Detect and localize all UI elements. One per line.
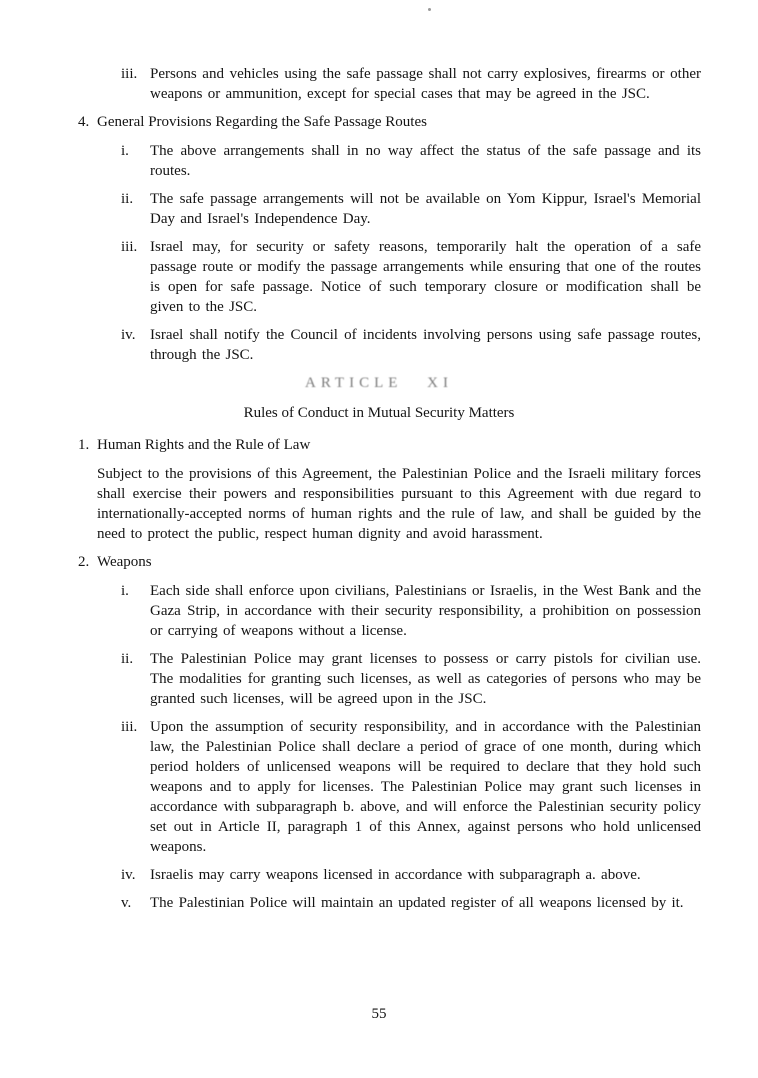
item-text: The Palestinian Police will maintain an updated register of all weapons licensed by it. xyxy=(150,895,684,911)
item-text: Upon the assumption of security responsibility, and in accordance with the Palestinian law, the Palestinian Police shall declare a period of grace of one month, during which period holders of unlicensed weapons will be required to declare that they hold such weapons and to apply for licenses. The Palestinian Police may grant such licenses in accordance with subparagraph b. above, and will enforce the Palestinian security policy set out in Article II, paragraph 1 of this Annex, against persons who hold unlicensed weapons. xyxy=(150,719,701,855)
scan-artifact xyxy=(428,8,431,11)
item-text: Each side shall enforce upon civilians, Palestinians or Israelis, in the West Bank and the Gaza Strip, in accordance with their security responsibility, a prohibition on possession or carrying of weapons without a license. xyxy=(150,583,701,639)
section-title: General Provisions Regarding the Safe Passage Routes xyxy=(97,114,427,130)
list-item xyxy=(121,237,701,317)
list-item xyxy=(121,893,701,913)
list-marker: ii. xyxy=(121,651,134,667)
item-text: Israel may, for security or safety reasons, temporarily halt the operation of a safe passage route or modify the passage arrangements while ensuring that one of the routes is open for safe passage. Notice of such temporary closure or modification shall be given to the JSC. xyxy=(150,239,701,315)
article-heading: ARTICLE XI xyxy=(304,375,453,391)
item-text: The above arrangements shall in no way affect the status of the safe passage and its routes. xyxy=(150,143,701,179)
list-item xyxy=(121,189,701,229)
item-text: Israelis may carry weapons licensed in accordance with subparagraph a. above. xyxy=(150,867,641,883)
list-marker: v. xyxy=(121,895,132,911)
list-marker: iii. xyxy=(121,719,138,735)
article-subheading: Rules of Conduct in Mutual Security Matters xyxy=(243,405,515,421)
list-marker: iv. xyxy=(121,867,136,883)
list-item xyxy=(121,581,701,641)
list-marker: iv. xyxy=(121,327,136,343)
item-text: The Palestinian Police may grant licenses to possess or carry pistols for civilian use. The modalities for granting such licenses, as well as categories of persons who may be granted such licenses, will be agreed upon in the JSC. xyxy=(150,651,701,707)
list-item xyxy=(121,649,701,709)
page-number: 55 xyxy=(371,1006,387,1022)
section-title: Human Rights and the Rule of Law xyxy=(97,437,311,453)
item-text: Persons and vehicles using the safe passage shall not carry explosives, firearms or other weapons or ammunition, except for special cases that may be agreed in the JSC. xyxy=(150,66,701,102)
list-item xyxy=(121,141,701,181)
list-item xyxy=(121,865,701,885)
item-text: The safe passage arrangements will not be available on Yom Kippur, Israel's Memorial Day and Israel's Independence Day. xyxy=(150,191,701,227)
list-marker: ii. xyxy=(121,191,134,207)
section-marker: 1. xyxy=(78,437,90,453)
section-heading xyxy=(78,435,701,455)
list-marker: i. xyxy=(121,143,129,159)
list-marker: iii. xyxy=(121,239,138,255)
section-marker: 2. xyxy=(78,554,90,570)
list-item xyxy=(121,717,701,857)
body-paragraph: Subject to the provisions of this Agreement, the Palestinian Police and the Israeli military forces shall exercise their powers and responsibilities pursuant to this Agreement with due regard to internationally-accepted norms of human rights and the rule of law, and shall be guided by the need to protect the public, respect human dignity and avoid harassment. xyxy=(97,466,701,542)
list-item xyxy=(121,64,701,104)
section-title: Weapons xyxy=(97,554,152,570)
section-heading xyxy=(78,112,701,132)
item-text: Israel shall notify the Council of incidents involving persons using safe passage routes, through the JSC. xyxy=(150,327,701,363)
section-marker: 4. xyxy=(78,114,90,130)
section-heading xyxy=(78,552,701,572)
list-marker: i. xyxy=(121,583,129,599)
list-item xyxy=(121,325,701,365)
list-marker: iii. xyxy=(121,66,138,82)
